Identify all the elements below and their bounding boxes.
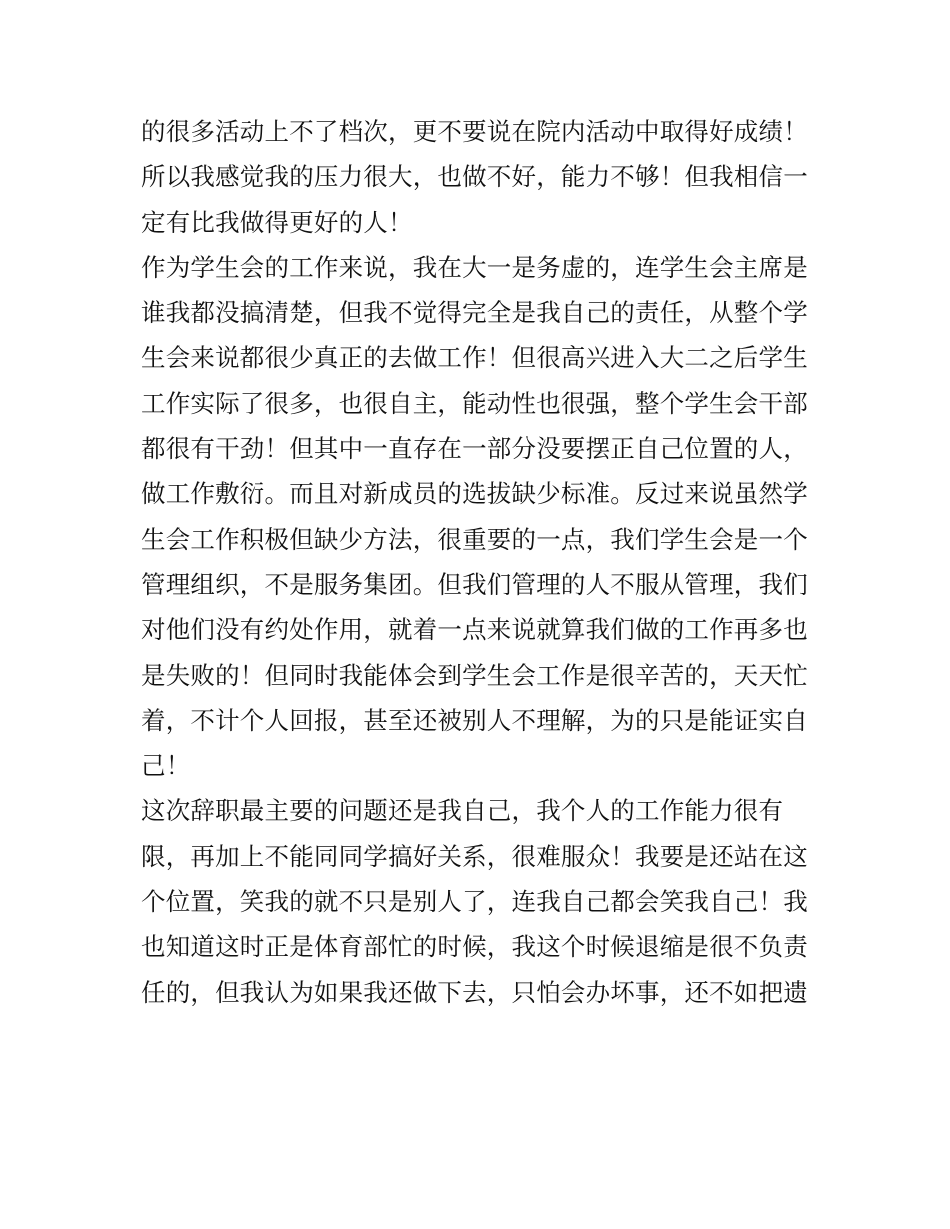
text-line: 生会来说都很少真正的去做工作！但很高兴进入大二之后学生 — [141, 343, 808, 373]
text-line: 限，再加上不能同同学搞好关系，很难服众！我要是还站在这 — [141, 841, 808, 871]
text-line: 谁我都没搞清楚，但我不觉得完全是我自己的责任，从整个学 — [141, 298, 808, 328]
text-line: 定有比我做得更好的人！ — [141, 207, 413, 237]
document-body — [141, 109, 821, 1015]
text-line: 任的，但我认为如果我还做下去，只怕会办坏事，还不如把遗 — [141, 977, 808, 1007]
text-line: 也知道这时正是体育部忙的时候，我这个时候退缩是很不负责 — [141, 932, 808, 962]
text-line: 工作实际了很多，也很自主，能动性也很强，整个学生会干部 — [141, 388, 808, 418]
text-line: 都很有干劲！但其中一直存在一部分没要摆正自己位置的人， — [141, 434, 808, 464]
text-line: 做工作敷衍。而且对新成员的选拔缺少标准。反过来说虽然学 — [141, 479, 808, 509]
text-line: 着，不计个人回报，甚至还被别人不理解，为的只是能证实自 — [141, 705, 808, 735]
text-line: 个位置，笑我的就不只是别人了，连我自己都会笑我自己！我 — [141, 887, 808, 917]
text-line: 是失败的！但同时我能体会到学生会工作是很辛苦的，天天忙 — [141, 660, 808, 690]
text-line: 所以我感觉我的压力很大，也做不好，能力不够！但我相信一 — [141, 162, 808, 192]
text-line: 这次辞职最主要的问题还是我自己，我个人的工作能力很有 — [141, 796, 784, 826]
text-line: 对他们没有约处作用，就着一点来说就算我们做的工作再多也 — [141, 615, 808, 645]
text-line: 己！ — [141, 751, 191, 781]
text-line: 生会工作积极但缺少方法，很重要的一点，我们学生会是一个 — [141, 524, 808, 554]
text-line: 作为学生会的工作来说，我在大一是务虚的，连学生会主席是 — [141, 252, 808, 282]
text-line: 管理组织，不是服务集团。但我们管理的人不服从管理，我们 — [141, 569, 808, 599]
text-line: 的很多活动上不了档次，更不要说在院内活动中取得好成绩！ — [141, 117, 808, 146]
